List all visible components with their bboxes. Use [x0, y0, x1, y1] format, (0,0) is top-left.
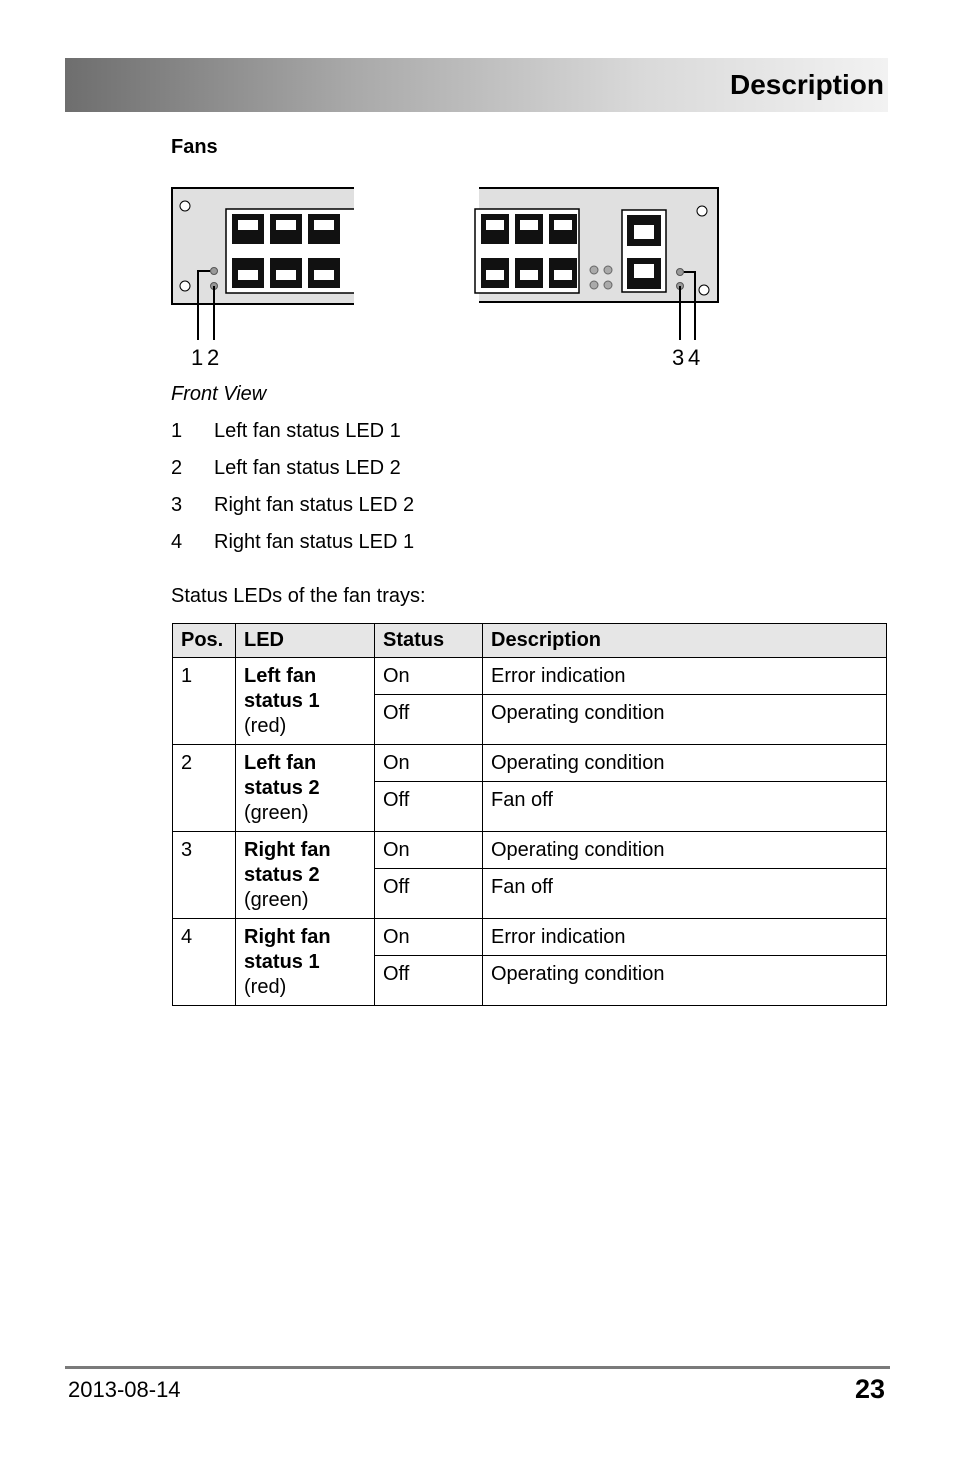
- description-cell: Operating condition: [483, 695, 887, 745]
- legend-number: 4: [171, 531, 183, 553]
- status-cell: Off: [375, 869, 483, 919]
- status-cell: Off: [375, 782, 483, 832]
- status-cell: On: [375, 832, 483, 869]
- led-name: Left fan status 1: [244, 665, 320, 712]
- footer-divider: [65, 1366, 890, 1369]
- front-view-figure: [165, 180, 735, 380]
- led-cell: [236, 832, 375, 919]
- status-cell: On: [375, 658, 483, 695]
- description-cell: Operating condition: [483, 956, 887, 1006]
- page-title: Description: [729, 69, 884, 100]
- table-row: [173, 832, 887, 869]
- pos-cell: 2: [173, 745, 236, 832]
- legend-number: 3: [171, 494, 183, 516]
- description-cell: Operating condition: [483, 745, 887, 782]
- figure-caption: Front View: [171, 383, 267, 405]
- led-color: (green): [244, 802, 309, 824]
- led-color: (red): [244, 976, 287, 998]
- led-name: Right fan status 1: [244, 926, 331, 973]
- legend-item: [171, 531, 671, 568]
- header-status: Status: [375, 624, 483, 658]
- legend-item: [171, 420, 671, 457]
- led-color: (red): [244, 715, 287, 737]
- figure-legend: [171, 420, 671, 568]
- pos-cell: 3: [173, 832, 236, 919]
- callout-3: 3: [672, 345, 685, 370]
- description-cell: Operating condition: [483, 832, 887, 869]
- table-intro: Status LEDs of the fan trays:: [171, 585, 426, 607]
- description-cell: Fan off: [483, 869, 887, 919]
- status-cell: Off: [375, 695, 483, 745]
- led-cell: [236, 658, 375, 745]
- description-cell: Fan off: [483, 782, 887, 832]
- legend-number: 1: [171, 420, 183, 442]
- header-pos: Pos.: [173, 624, 236, 658]
- legend-text: Left fan status LED 1: [214, 420, 401, 442]
- led-cell: [236, 745, 375, 832]
- legend-text: Left fan status LED 2: [214, 457, 401, 479]
- status-cell: Off: [375, 956, 483, 1006]
- right-panel-illustration: [465, 180, 718, 340]
- left-panel-illustration: [172, 180, 366, 340]
- callout-4: 4: [688, 345, 701, 370]
- table-row: [173, 919, 887, 956]
- led-name: Left fan status 2: [244, 752, 320, 799]
- legend-text: Right fan status LED 1: [214, 531, 415, 553]
- description-cell: Error indication: [483, 919, 887, 956]
- legend-number: 2: [171, 457, 183, 479]
- pos-cell: 1: [173, 658, 236, 745]
- section-title: Fans: [171, 136, 218, 158]
- legend-item: [171, 457, 671, 494]
- header-led: LED: [236, 624, 375, 658]
- callout-1: 1: [191, 345, 204, 370]
- table-header-row: [173, 624, 887, 658]
- status-led-table: [172, 623, 887, 1006]
- header-description: Description: [483, 624, 887, 658]
- status-cell: On: [375, 919, 483, 956]
- device-front-illustration: [165, 180, 735, 380]
- legend-text: Right fan status LED 2: [214, 494, 415, 516]
- led-cell: [236, 919, 375, 1006]
- legend-item: [171, 494, 671, 531]
- led-color: (green): [244, 889, 309, 911]
- status-cell: On: [375, 745, 483, 782]
- pos-cell: 4: [173, 919, 236, 1006]
- table-row: [173, 745, 887, 782]
- table-row: [173, 658, 887, 695]
- callout-2: 2: [207, 345, 220, 370]
- led-name: Right fan status 2: [244, 839, 331, 886]
- page-number: 23: [854, 1374, 885, 1404]
- header-bar: [65, 58, 888, 112]
- description-cell: Error indication: [483, 658, 887, 695]
- footer-date: 2013-08-14: [68, 1377, 181, 1402]
